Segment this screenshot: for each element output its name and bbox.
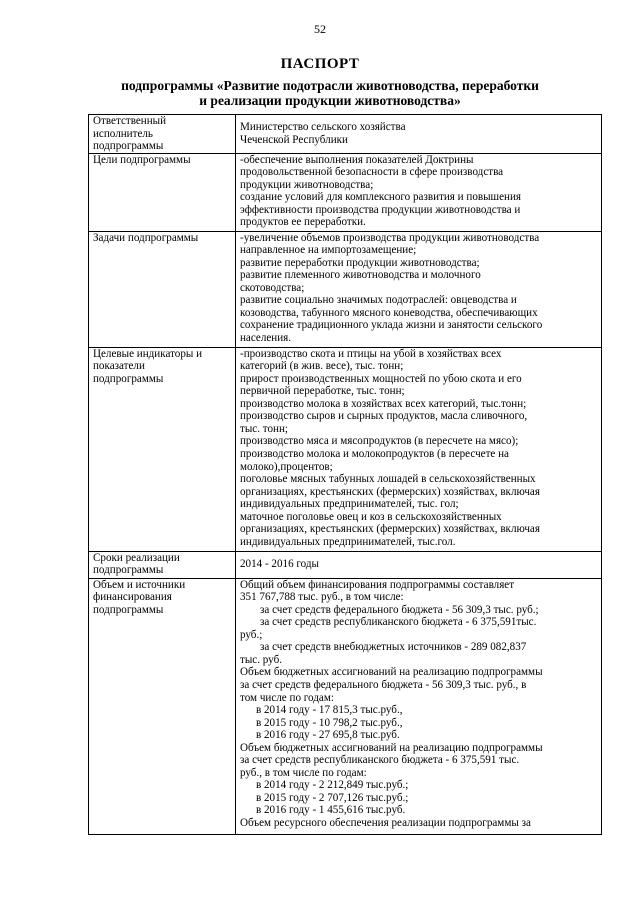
content-line: руб., в том числе по годам: xyxy=(240,766,367,779)
content-line: организациях, крестьянских (фермерских) хозяйствах, включая xyxy=(240,485,540,498)
content-line: Чеченской Республики xyxy=(240,133,348,146)
label-line: исполнитель xyxy=(93,127,153,140)
label-line: показатели xyxy=(93,360,145,373)
content-line: Объем ресурсного обеспечения реализации подпрограммы за xyxy=(240,817,531,830)
content-line: в 2016 году - 1 455,616 тыс.руб. xyxy=(256,804,406,817)
content-line: продуктов ее переработки. xyxy=(240,216,366,229)
row-terms xyxy=(89,551,602,578)
content-line: населения. xyxy=(240,332,292,345)
row-tasks xyxy=(89,231,602,347)
content-line: производство молока и молокопродуктов (в пересчете на xyxy=(240,448,509,461)
content-line: -увеличение объемов производства продукции животноводства xyxy=(240,231,540,244)
content-line: индивидуальных предпринимателей, тыс.гол. xyxy=(240,535,456,548)
label-line: Задачи подпрограммы xyxy=(93,231,199,244)
label-line: подпрограммы xyxy=(93,140,164,153)
row-financing xyxy=(89,578,602,834)
label-tasks xyxy=(89,231,236,347)
content-line: тыс. руб. xyxy=(240,653,282,666)
content-line: продовольственной безопасности в сфере производства xyxy=(240,166,504,179)
label-goals xyxy=(89,153,236,231)
content-line: в 2015 году - 10 798,2 тыс.руб., xyxy=(256,716,403,729)
content-line: развитие племенного животноводства и молочного xyxy=(240,269,481,282)
content-tasks xyxy=(236,231,602,347)
content-line: Общий объем финансирования подпрограммы составляет xyxy=(240,578,515,591)
content-line: продукции животноводства; xyxy=(240,178,374,191)
content-line: создание условий для комплексного развития и повышения xyxy=(240,191,521,204)
content-line: молоко),процентов; xyxy=(240,460,333,473)
content-line: 2014 - 2016 годы xyxy=(240,558,319,571)
content-line: эффективности производства продукции животноводства и xyxy=(240,203,521,216)
content-line: производство сыров и сырных продуктов, масла сливочного, xyxy=(240,410,528,423)
content-line: производство мяса и мясопродуктов (в пересчете на мясо); xyxy=(240,435,519,448)
content-line: категорий (в жив. весе), тыс. тонн; xyxy=(240,360,404,373)
content-line: 351 767,788 тыс. руб., в том числе: xyxy=(240,591,404,604)
content-line: в 2015 году - 2 707,126 тыс.руб.; xyxy=(256,791,409,804)
content-line: за счет средств республиканского бюджета - 6 375,591тыс. xyxy=(260,616,537,629)
content-line: тыс. тонн; xyxy=(240,422,288,435)
content-line: развитие переработки продукции животноводства; xyxy=(240,256,480,269)
label-line: Целевые индикаторы и xyxy=(93,347,203,360)
content-line: скотоводства; xyxy=(240,281,305,294)
label-indicators xyxy=(89,347,236,551)
subtitle-line-2: и реализации продукции животноводства» xyxy=(199,93,461,108)
content-line: прирост производственных мощностей по убою скота и его xyxy=(240,372,522,385)
label-line: Объем и источники xyxy=(93,578,186,591)
content-line: руб.; xyxy=(240,628,263,641)
content-line: маточное поголовье овец и коз в сельскохозяйственных xyxy=(240,510,502,523)
content-line: организациях, крестьянских (фермерских) хозяйствах, включая xyxy=(240,523,540,536)
content-line: том числе по годам: xyxy=(240,691,334,704)
content-line: Министерство сельского хозяйства xyxy=(240,121,406,134)
passport-table xyxy=(88,114,602,835)
document-title: ПАСПОРТ xyxy=(280,56,360,72)
label-line: подпрограммы xyxy=(93,372,164,385)
content-line: Объем бюджетных ассигнований на реализацию подпрограммы xyxy=(240,741,543,754)
label-line: Сроки реализации xyxy=(93,551,180,564)
content-line: в 2014 году - 2 212,849 тыс.руб.; xyxy=(256,779,409,792)
content-indicators xyxy=(236,347,602,551)
content-line: -производство скота и птицы на убой в хозяйствах всех xyxy=(240,347,502,360)
content-line: за счет средств федерального бюджета - 56 309,3 тыс. руб., в xyxy=(240,679,527,692)
label-line: подпрограммы xyxy=(93,603,164,616)
content-line: -обеспечение выполнения показателей Доктрины xyxy=(240,153,474,166)
row-indicators xyxy=(89,347,602,551)
label-line: подпрограммы xyxy=(93,564,164,577)
label-financing xyxy=(89,578,236,834)
document-subtitle xyxy=(80,78,580,108)
content-line: козоводства, табунного мясного коневодства, обеспечивающих xyxy=(240,306,538,319)
row-executor xyxy=(89,115,602,154)
content-line: развитие социально значимых подотраслей: овцеводства и xyxy=(240,294,517,307)
content-line: индивидуальных предпринимателей, тыс. гол; xyxy=(240,498,459,511)
label-line: финансирования xyxy=(93,591,172,604)
content-line: за счет средств республиканского бюджета - 6 375,591 тыс. xyxy=(240,754,520,767)
content-executor xyxy=(236,115,602,154)
content-line: поголовье мясных табунных лошадей в сельскохозяйственных xyxy=(240,473,536,486)
content-financing xyxy=(236,578,602,834)
content-line: в 2014 году - 17 815,3 тыс.руб., xyxy=(256,704,403,717)
content-terms xyxy=(236,551,602,578)
content-goals xyxy=(236,153,602,231)
label-terms xyxy=(89,551,236,578)
label-executor xyxy=(89,115,236,154)
label-line: Ответственный xyxy=(93,115,167,127)
row-goals xyxy=(89,153,602,231)
content-line: производство молока в хозяйствах всех категорий, тыс.тонн; xyxy=(240,397,527,410)
content-line: направленное на импортозамещение; xyxy=(240,244,417,257)
content-line: за счет средств внебюджетных источников - 289 082,837 xyxy=(260,641,527,654)
subtitle-line-1: подпрограммы «Развитие подотрасли животноводства, переработки xyxy=(121,78,539,93)
content-line: за счет средств федерального бюджета - 56 309,3 тыс. руб.; xyxy=(260,603,539,616)
content-line: в 2016 году - 27 695,8 тыс.руб. xyxy=(256,729,400,742)
content-line: Объем бюджетных ассигнований на реализацию подпрограммы xyxy=(240,666,543,679)
content-line: сохранение традиционного уклада жизни и занятости сельского xyxy=(240,319,543,332)
content-line: первичной переработке, тыс. тонн; xyxy=(240,385,405,398)
page-number: 52 xyxy=(314,22,326,36)
label-line: Цели подпрограммы xyxy=(93,153,191,166)
